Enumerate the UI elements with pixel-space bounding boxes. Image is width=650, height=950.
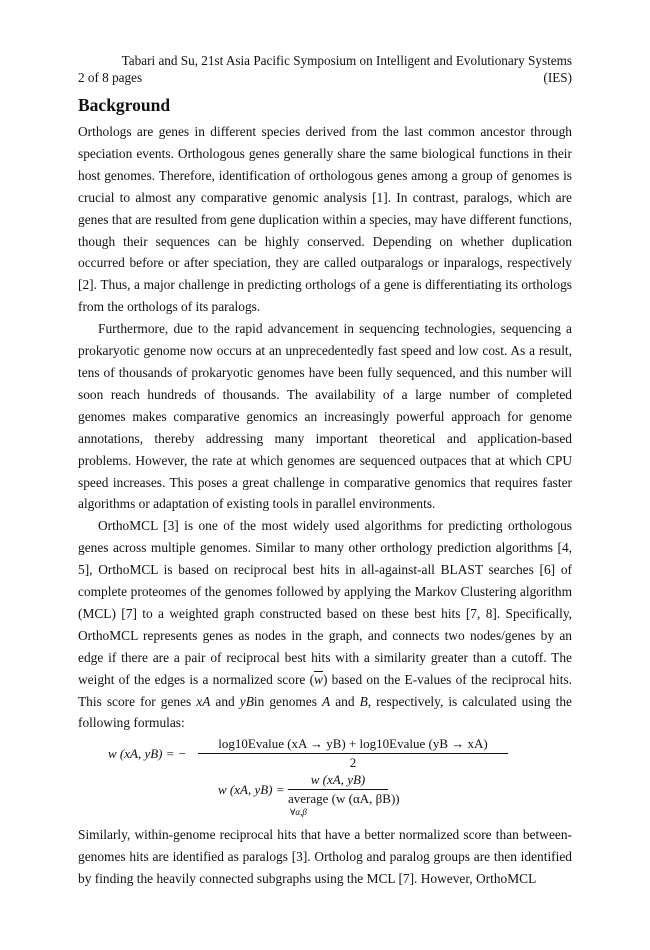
equation-2-numerator: w (xA, yB) [310,772,366,788]
paragraph-orthomcl-part-d: in genomes [253,693,322,709]
genome-b-label: B [359,693,368,709]
equation-2-underscript: ∀α,β [290,807,307,818]
symbol-xa: xA [196,693,211,709]
genome-a-label: A [322,693,331,709]
venue-abbrev: (IES) [543,70,572,85]
equation-2-denominator: average (w (αA, βB)) [288,791,400,807]
paragraph-orthomcl-part-e: and [330,693,360,709]
equation-block [78,736,572,820]
w-bar-symbol: $\overline{w}$ [314,671,323,687]
paragraph-orthomcl-part-a: OrthoMCL [3] is one of the most widely used algorithms for predicting orthologous genes across multiple genomes. Similar to many other orthology prediction algorithms [4, 5], OrthoMCL is based on reciprocal best hits in all-against-all BLAST searches [6] of complete proteomes of the genomes followed by applying the Markov Clustering algorithm (MCL) [7] to a weighted graph constructed based on these best hits [7, 8]. Specifically, OrthoMCL represents genes as nodes in the graph, and connects two nodes/genes by an edge if there are a pair of reciprocal best hits with a similarity greater than a cutoff. The weight of the edges is a normalized score ( [78,518,572,687]
fraction-bar [198,753,508,754]
page-count: 2 of 8 pages [78,70,143,85]
equation-1-fraction [198,736,508,771]
section-title: Background [78,95,171,115]
equation-1-numerator: log10Evalue (xA → yB) + log10Evalue (yB → xA) [218,736,488,752]
paragraph-orthomcl-part-f: , respectively, is calculated using the following formulas: [78,693,572,731]
equation-1-denominator: 2 [349,755,357,771]
running-header: Tabari and Su, 21st Asia Pacific Symposium on Intelligent and Evolutionary Systems [121,53,572,68]
paragraph-orthomcl-part-b: ) based on the E-values of the reciprocal hits. This score for genes [78,671,573,709]
symbol-yb: yB [239,693,254,709]
fraction-bar [288,789,388,790]
equation-2-fraction [288,772,400,818]
paragraph-paralogs: Similarly, within-genome reciprocal hits that have a better normalized score than between-genomes hits are identified as paralogs [3]. Ortholog and paralog groups are then identified by finding the heavily connected subgraphs using the MCL [7]. However, OrthoMCL [78,827,572,887]
equation-1-lhs: w (xA, yB) = − [108,746,187,762]
paragraph-orthomcl [78,515,572,734]
paragraph-orthomcl-part-c: and [215,693,240,709]
page-info-line [78,69,572,86]
paper-page [78,52,572,890]
paragraph-sequencing: Furthermore, due to the rapid advancement in sequencing technologies, sequencing a prokaryotic genome now occurs at an unprecedentedly fast speed and low cost. As a result, tens of thousands of prokaryotic genomes have been fully sequenced, and this number will soon reach hundreds of thousands. The availability of a large number of completed genomes makes comparative genomics an increasingly powerful approach for genome annotations, thereby addressing many important theoretical and application-based problems. However, the rate at which genomes are sequenced outpaces that at which CPU speed increases. This poses a great challenge in comparative genomics that requires faster algorithms or adaptation of existing tools in parallel environments. [78,321,572,512]
paragraph-orthologs: Orthologs are genes in different species derived from the last common ancestor through speciation events. Orthologous genes generally share the same biological functions in their host genomes. Therefore, identification of orthologous genes among a group of genomes is crucial to almost any comparative genomic analysis [1]. In contrast, paralogs, which are genes that are resulted from gene duplication within a species, may have different functions, though their sequences can be highly conserved. Depending on whether duplication occurred before or after speciation, they are called outparalogs or inparalogs, respectively [2]. Thus, a major challenge in predicting orthologs of a gene is differentiating its orthologs from the orthologs of its paralogs. [78,124,572,315]
equation-2-lhs: w (xA, yB) = [218,782,285,798]
